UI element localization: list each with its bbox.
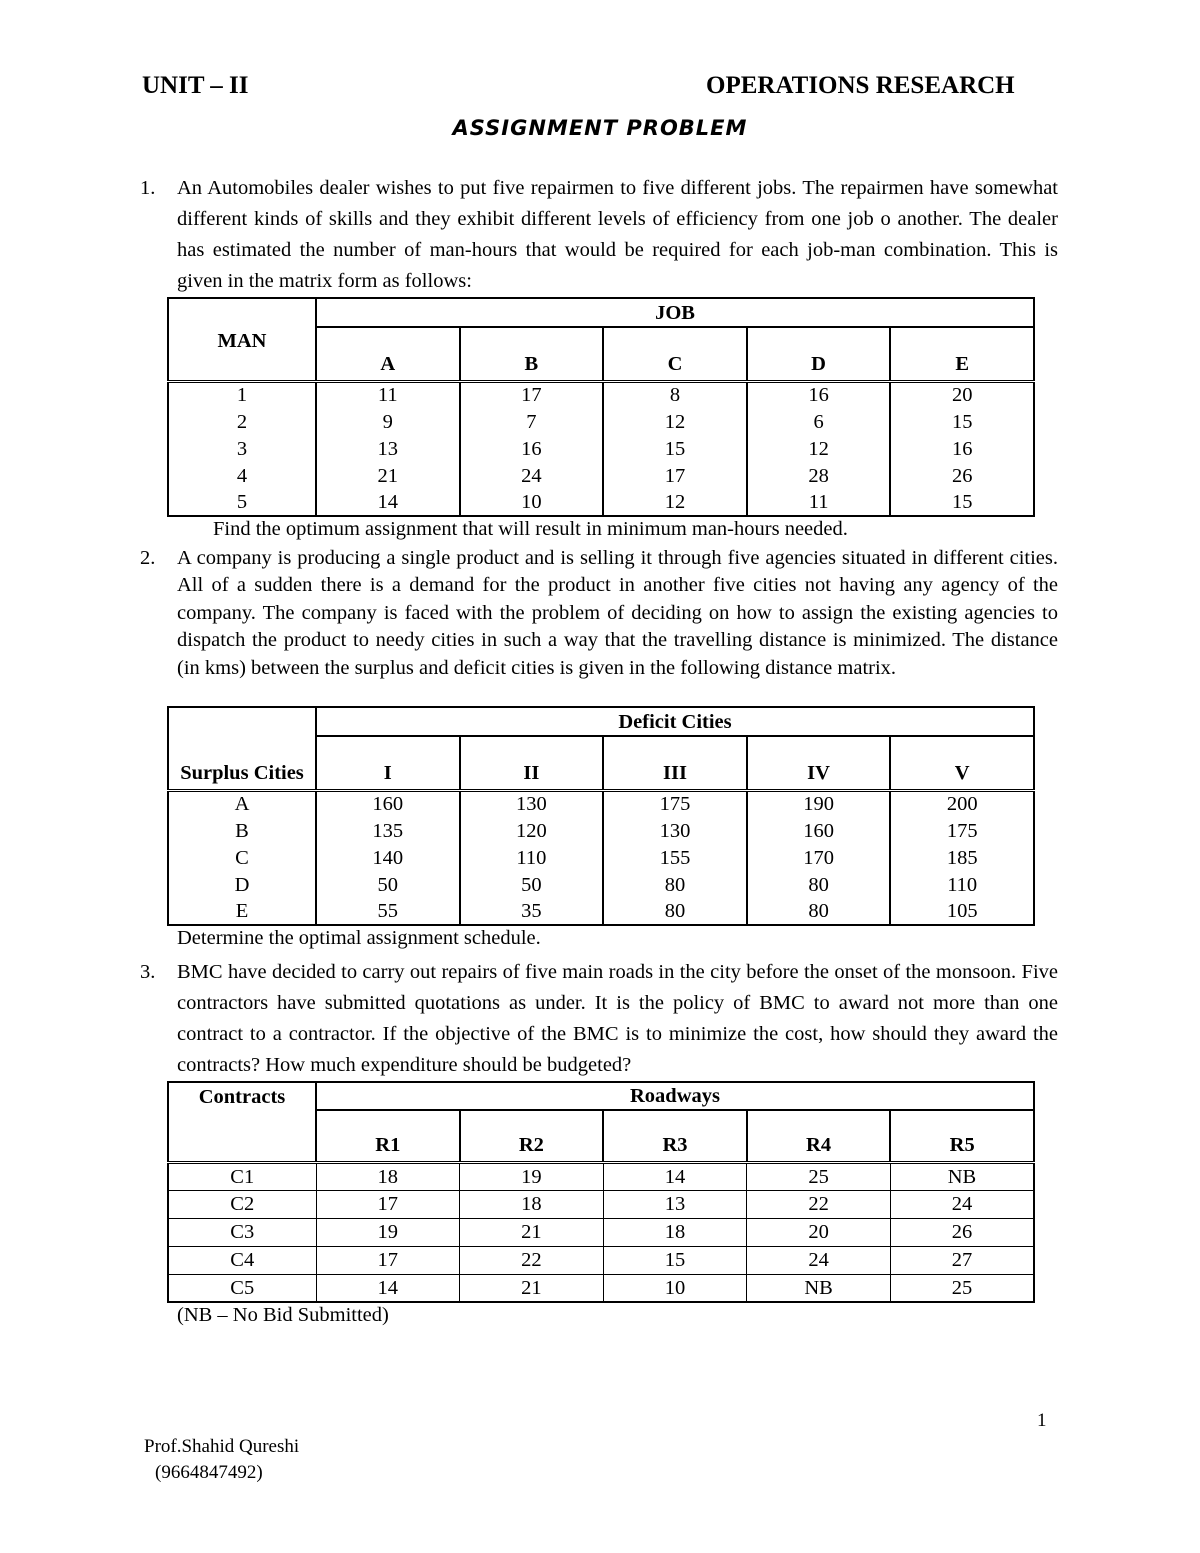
table-cell: 5 <box>168 489 316 516</box>
contracts-table <box>167 1081 1035 1303</box>
table-row <box>168 898 1034 925</box>
table-cell: 12 <box>747 435 891 462</box>
table-cell: 105 <box>890 898 1034 925</box>
question-3 <box>140 957 1058 1081</box>
table-cell: 175 <box>603 790 747 817</box>
table-cell: 17 <box>316 1190 460 1218</box>
question-number: 2. <box>140 547 156 569</box>
table-cell: 170 <box>747 844 891 871</box>
table-cell: 130 <box>603 817 747 844</box>
table-cell: 11 <box>747 489 891 516</box>
table-cell: 9 <box>316 408 460 435</box>
table-cell: 14 <box>316 489 460 516</box>
author-name: Prof.Shahid Qureshi <box>144 1436 300 1457</box>
column-header: R3 <box>603 1110 747 1162</box>
table-cell: 10 <box>603 1274 747 1302</box>
table-cell: A <box>168 790 316 817</box>
table-cell: 17 <box>460 381 604 408</box>
table-cell: 14 <box>603 1162 747 1190</box>
question-text: An Automobiles dealer wishes to put five repairmen to five different jobs. The repairmen have somewhat different kinds of skills and they exhibit different levels of efficiency from one job o another. The dealer has estimated the number of man-hours that would be required for each job-man combination. This is given in the matrix form as follows: <box>177 177 1058 292</box>
table-cell: 18 <box>460 1190 604 1218</box>
table-cell: 50 <box>460 871 604 898</box>
table-row <box>168 435 1034 462</box>
table-cell: 80 <box>603 871 747 898</box>
table-cell: 21 <box>460 1218 604 1246</box>
table-row <box>168 1218 1034 1246</box>
table-row <box>168 790 1034 817</box>
table-cell: C2 <box>168 1190 316 1218</box>
table-cell: 17 <box>316 1246 460 1274</box>
table-row <box>168 489 1034 516</box>
table-cell: 6 <box>747 408 891 435</box>
group-header: Roadways <box>316 1082 1034 1110</box>
row-header: Contracts <box>168 1082 316 1162</box>
table-cell: 10 <box>460 489 604 516</box>
table-cell: 21 <box>460 1274 604 1302</box>
table-cell: 110 <box>890 871 1034 898</box>
table-cell: 140 <box>316 844 460 871</box>
table-cell: 20 <box>890 381 1034 408</box>
table-cell: 80 <box>747 871 891 898</box>
table-cell: 175 <box>890 817 1034 844</box>
question-note: Determine the optimal assignment schedule. <box>177 927 541 949</box>
column-header: I <box>316 736 460 790</box>
row-header: MAN <box>168 298 316 381</box>
column-header: R1 <box>316 1110 460 1162</box>
header-row <box>168 707 1034 736</box>
table-cell: 16 <box>460 435 604 462</box>
table-cell: 80 <box>747 898 891 925</box>
table-row <box>168 1274 1034 1302</box>
table-cell: 12 <box>603 489 747 516</box>
header-row <box>168 1082 1034 1110</box>
table-cell: 12 <box>603 408 747 435</box>
table-cell: C5 <box>168 1274 316 1302</box>
column-header: C <box>603 327 747 381</box>
question-text: A company is producing a single product and is selling it through five agencies situated in different cities. All of a sudden there is a demand for the product in another five cities not having any agency of the company. The company is faced with the problem of deciding on how to assign the existing agencies to dispatch the product to needy cities in such a way that the travelling distance is minimized. The distance (in kms) between the surplus and deficit cities is given in the following distance matrix. <box>177 547 1058 679</box>
group-header: Deficit Cities <box>316 707 1034 736</box>
table-cell: D <box>168 871 316 898</box>
table-cell: 13 <box>316 435 460 462</box>
table-cell: 120 <box>460 817 604 844</box>
table-cell: 155 <box>603 844 747 871</box>
table-cell: 11 <box>316 381 460 408</box>
table-row <box>168 844 1034 871</box>
table-cell: 190 <box>747 790 891 817</box>
table-cell: 50 <box>316 871 460 898</box>
page-number: 1 <box>1037 1410 1047 1431</box>
table-row <box>168 1190 1034 1218</box>
page-title: ASSIGNMENT PROBLEM <box>452 116 748 140</box>
table-cell: 55 <box>316 898 460 925</box>
table-row <box>168 817 1034 844</box>
column-header: III <box>603 736 747 790</box>
table-cell: C1 <box>168 1162 316 1190</box>
table-cell: 200 <box>890 790 1034 817</box>
question-number: 1. <box>140 177 156 199</box>
column-header: E <box>890 327 1034 381</box>
column-header: IV <box>747 736 891 790</box>
table-cell: 2 <box>168 408 316 435</box>
column-header: B <box>460 327 604 381</box>
question-note: Find the optimum assignment that will result in minimum man-hours needed. <box>213 518 848 540</box>
table-cell: 80 <box>603 898 747 925</box>
table-cell: 13 <box>603 1190 747 1218</box>
table-row <box>168 1162 1034 1190</box>
table-cell: 15 <box>603 1246 747 1274</box>
table-cell: 130 <box>460 790 604 817</box>
table-cell: NB <box>890 1162 1034 1190</box>
table-row <box>168 871 1034 898</box>
table-cell: B <box>168 817 316 844</box>
column-header: A <box>316 327 460 381</box>
question-1 <box>140 173 1058 297</box>
table-cell: C <box>168 844 316 871</box>
distance-table <box>167 706 1035 926</box>
table-cell: 14 <box>316 1274 460 1302</box>
table-cell: 24 <box>460 462 604 489</box>
table-cell: 18 <box>316 1162 460 1190</box>
table-cell: 26 <box>890 462 1034 489</box>
table-row <box>168 381 1034 408</box>
table-row <box>168 462 1034 489</box>
table-cell: C4 <box>168 1246 316 1274</box>
table-cell: 21 <box>316 462 460 489</box>
table-cell: E <box>168 898 316 925</box>
table-cell: 22 <box>747 1190 891 1218</box>
column-header: II <box>460 736 604 790</box>
table-cell: 26 <box>890 1218 1034 1246</box>
table-cell: 185 <box>890 844 1034 871</box>
author-phone: (9664847492) <box>155 1462 263 1483</box>
table-cell: 16 <box>747 381 891 408</box>
table-cell: 22 <box>460 1246 604 1274</box>
table-cell: 24 <box>747 1246 891 1274</box>
column-header: R4 <box>747 1110 891 1162</box>
table-cell: 8 <box>603 381 747 408</box>
table-cell: 160 <box>316 790 460 817</box>
column-header: R5 <box>890 1110 1034 1162</box>
table-cell: 25 <box>747 1162 891 1190</box>
table-cell: 27 <box>890 1246 1034 1274</box>
table-cell: 18 <box>603 1218 747 1246</box>
table-cell: 20 <box>747 1218 891 1246</box>
table-cell: 28 <box>747 462 891 489</box>
table-cell: 7 <box>460 408 604 435</box>
table-cell: 15 <box>890 489 1034 516</box>
question-note: (NB – No Bid Submitted) <box>177 1304 389 1326</box>
table-cell: 16 <box>890 435 1034 462</box>
table-cell: 35 <box>460 898 604 925</box>
column-header: R2 <box>460 1110 604 1162</box>
table-cell: 1 <box>168 381 316 408</box>
table-cell: 25 <box>890 1274 1034 1302</box>
column-header: V <box>890 736 1034 790</box>
table-cell: 15 <box>603 435 747 462</box>
table-cell: 19 <box>316 1218 460 1246</box>
table-cell: 4 <box>168 462 316 489</box>
table-cell: 3 <box>168 435 316 462</box>
table-cell: C3 <box>168 1218 316 1246</box>
table-cell: 160 <box>747 817 891 844</box>
table-cell: 135 <box>316 817 460 844</box>
table-cell: 17 <box>603 462 747 489</box>
header-row <box>168 298 1034 327</box>
group-header: JOB <box>316 298 1034 327</box>
question-text: BMC have decided to carry out repairs of five main roads in the city before the onset of the monsoon. Five contractors have submitted quotations as under. It is the policy of BMC to award not more than one contract to a contractor. If the objective of the BMC is to minimize the cost, how should they award the contracts? How much expenditure should be budgeted? <box>177 961 1058 1076</box>
question-2 <box>140 545 1058 682</box>
row-header: Surplus Cities <box>168 707 316 790</box>
subject-label: OPERATIONS RESEARCH <box>706 72 1015 99</box>
column-header: D <box>747 327 891 381</box>
unit-label: UNIT – II <box>142 72 249 99</box>
table-cell: 15 <box>890 408 1034 435</box>
table-row <box>168 1246 1034 1274</box>
question-number: 3. <box>140 961 156 983</box>
table-cell: 19 <box>460 1162 604 1190</box>
table-cell: 24 <box>890 1190 1034 1218</box>
table-cell: 110 <box>460 844 604 871</box>
table-row <box>168 408 1034 435</box>
man-hours-table <box>167 297 1035 517</box>
table-cell: NB <box>747 1274 891 1302</box>
